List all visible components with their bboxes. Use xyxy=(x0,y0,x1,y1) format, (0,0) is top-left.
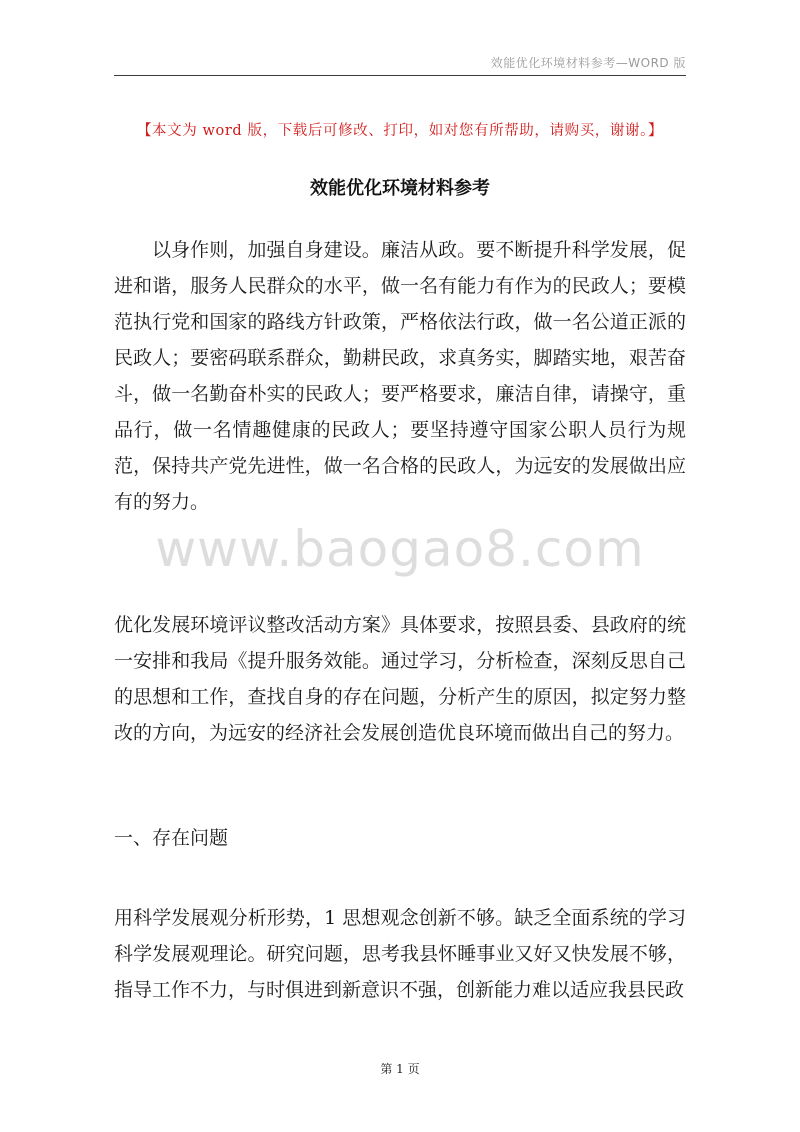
section-heading: 一、存在问题 xyxy=(114,827,229,849)
body-paragraph-3: 用科学发展观分析形势，1 思想观念创新不够。缺乏全面系统的学习科学发展观理论。研究问题，思考我县怀睡事业又好又快发展不够，指导工作不力，与时俱进到新意识不强，创新能力难以适应我县民政 xyxy=(114,907,686,1001)
running-header: 效能优化环境材料参考—WORD 版 xyxy=(490,56,686,70)
body-paragraph-1: 以身作则，加强自身建设。廉洁从政。要不断提升科学发展，促进和谐，服务人民群众的水平，做一名有能力有作为的民政人；要模范执行党和国家的路线方针政策，严格依法行政，做一名公道正派的民政人；要密码联系群众，勤耕民政，求真务实，脚踏实地，艰苦奋斗，做一名勤奋朴实的民政人；要严格要求，廉洁自律，请操守，重品行，做一名情趣健康的民政人；要坚持遵守国家公职人员行为规范，保持共产党先进性，做一名合格的民政人，为远安的发展做出应有的努力。 xyxy=(114,239,686,513)
body-paragraph-2: 优化发展环境评议整改活动方案》具体要求，按照县委、县政府的统一安排和我局《提升服务效能。通过学习，分析检查，深刻反思自己的思想和工作，查找自身的存在问题，分析产生的原因，拟定努力整改的方向，为远安的经济社会发展创造优良环境而做出自己的努力。 xyxy=(114,614,686,744)
download-notice: 【本文为 word 版，下载后可修改、打印，如对您有所帮助，请购买，谢谢。】 xyxy=(136,123,664,139)
header-divider xyxy=(114,75,686,76)
document-title: 效能优化环境材料参考 xyxy=(310,178,490,199)
watermark: www.baogao8.com xyxy=(155,520,645,578)
page-number: 第 1 页 xyxy=(380,1062,420,1076)
